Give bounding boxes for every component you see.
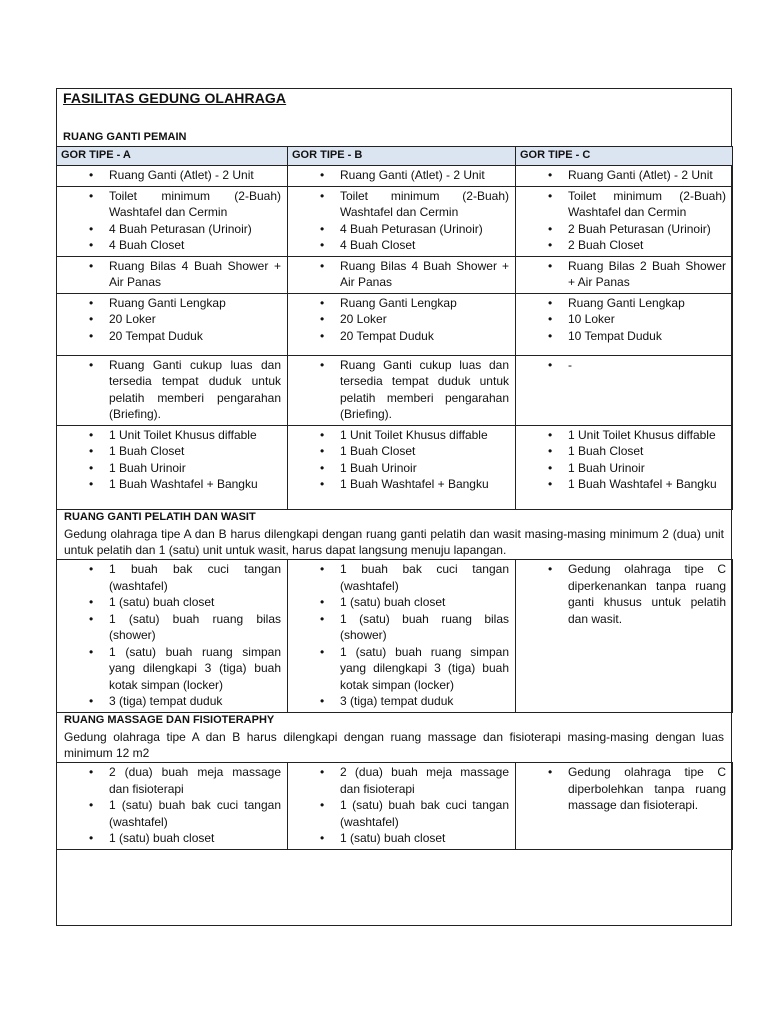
table-cell [516, 186, 733, 256]
table-row [57, 763, 733, 850]
table-cell [516, 293, 733, 355]
bullet-list [61, 188, 281, 254]
table-cell [57, 425, 288, 509]
list-item: • 4 Buah Peturasan (Urinoir) [292, 221, 509, 238]
list-item: • 1 buah bak cuci tangan (washtafel) [61, 561, 281, 594]
list-item: • Ruang Ganti Lengkap [292, 295, 509, 312]
list-item: • 3 (tiga) tempat duduk [292, 693, 509, 710]
list-item: • - [520, 357, 726, 374]
table-row [57, 166, 733, 187]
ruang-ganti-pelatih-table [56, 559, 733, 713]
table-cell [288, 355, 516, 425]
list-item: • 4 Buah Peturasan (Urinoir) [61, 221, 281, 238]
table-cell [288, 256, 516, 293]
table-cell [516, 763, 733, 850]
list-item: • 1 Buah Washtafel + Bangku [61, 476, 281, 493]
list-item: • Gedung olahraga tipe C diperkenankan tanpa ruang ganti khusus untuk pelatih dan wasit. [520, 561, 726, 627]
list-item: • 1 (satu) buah closet [292, 594, 509, 611]
column-header: GOR TIPE - A [57, 147, 288, 166]
bullet-list [292, 561, 509, 710]
section-title-ruang-ganti-pemain: RUANG GANTI PEMAIN [63, 131, 187, 143]
list-item: • 2 Buah Peturasan (Urinoir) [520, 221, 726, 238]
list-item: • 2 (dua) buah meja massage dan fisioterapi [61, 764, 281, 797]
table-cell [516, 256, 733, 293]
table-cell [57, 560, 288, 713]
list-item: • 1 (satu) buah closet [61, 594, 281, 611]
list-item: • Ruang Ganti Lengkap [61, 295, 281, 312]
list-item: • 1 Buah Urinoir [61, 460, 281, 477]
section-band-pelatih-wasit [56, 509, 732, 559]
list-item: • 20 Tempat Duduk [292, 328, 509, 345]
list-item: • 4 Buah Closet [61, 237, 281, 254]
section-description: Gedung olahraga tipe A dan B harus dilengkapi dengan ruang ganti pelatih dan wasit masing-masing minimum 2 (dua) unit untuk pelatih dan 1 (satu) unit untuk wasit, harus dapat langsung menuju lapangan. [64, 526, 724, 557]
bullet-list [61, 167, 281, 184]
table-cell [516, 425, 733, 509]
table-cell [288, 425, 516, 509]
list-item: • 1 Buah Washtafel + Bangku [292, 476, 509, 493]
table-cell [288, 166, 516, 187]
list-item: • 20 Loker [61, 311, 281, 328]
bullet-list [520, 188, 726, 254]
bullet-list [520, 427, 726, 493]
table-cell [57, 256, 288, 293]
list-item: • Ruang Ganti (Atlet) - 2 Unit [292, 167, 509, 184]
bullet-list [520, 295, 726, 345]
table-cell [57, 763, 288, 850]
list-item: • 1 (satu) buah ruang simpan yang dilengkapi 3 (tiga) buah kotak simpan (locker) [292, 644, 509, 694]
table-cell [288, 186, 516, 256]
bullet-list [61, 764, 281, 847]
bullet-list [61, 561, 281, 710]
table-row [57, 560, 733, 713]
list-item: • Ruang Ganti cukup luas dan tersedia tempat duduk untuk pelatih memberi pengarahan (Briefing). [292, 357, 509, 423]
section-description: Gedung olahraga tipe A dan B harus dilengkapi dengan ruang massage dan fisioterapi masing-masing dengan luas minimum 12 m2 [64, 729, 724, 760]
list-item: • 1 Buah Washtafel + Bangku [520, 476, 726, 493]
list-item: • 10 Loker [520, 311, 726, 328]
ruang-ganti-pemain-table [56, 146, 733, 510]
table-cell [288, 763, 516, 850]
bullet-list [292, 764, 509, 847]
table-cell [516, 355, 733, 425]
list-item: • Ruang Bilas 2 Buah Shower + Air Panas [520, 258, 726, 291]
bullet-list [61, 357, 281, 423]
table-cell [516, 560, 733, 713]
bullet-list [520, 561, 726, 627]
section-title-ruang-ganti-pelatih: RUANG GANTI PELATIH DAN WASIT [64, 511, 256, 523]
list-item: • 1 Buah Closet [292, 443, 509, 460]
table-cell [57, 355, 288, 425]
list-item: • 1 Buah Closet [520, 443, 726, 460]
column-header: GOR TIPE - B [288, 147, 516, 166]
document-title: FASILITAS GEDUNG OLAHRAGA [63, 90, 287, 106]
list-item: • 20 Loker [292, 311, 509, 328]
ruang-massage-table [56, 762, 733, 850]
table-header-row [57, 147, 733, 166]
list-item: • Gedung olahraga tipe C diperbolehkan tanpa ruang massage dan fisioterapi. [520, 764, 726, 814]
list-item: • 1 buah bak cuci tangan (washtafel) [292, 561, 509, 594]
list-item: • 1 Unit Toilet Khusus diffable [520, 427, 726, 444]
list-item: • 20 Tempat Duduk [61, 328, 281, 345]
list-item: • 1 (satu) buah ruang bilas (shower) [292, 611, 509, 644]
table-row [57, 425, 733, 509]
list-item: • 1 (satu) buah bak cuci tangan (washtafel) [61, 797, 281, 830]
bullet-list [292, 167, 509, 184]
list-item: • 1 (satu) buah ruang simpan yang dilengkapi 3 (tiga) buah kotak simpan (locker) [61, 644, 281, 694]
bullet-list [292, 357, 509, 423]
table-row [57, 355, 733, 425]
table-cell [57, 186, 288, 256]
list-item: • Toilet minimum (2-Buah) Washtafel dan Cermin [61, 188, 281, 221]
list-item: • Ruang Ganti (Atlet) - 2 Unit [520, 167, 726, 184]
table-row [57, 186, 733, 256]
list-item: • 2 Buah Closet [520, 237, 726, 254]
list-item: • Ruang Bilas 4 Buah Shower + Air Panas [61, 258, 281, 291]
list-item: • 1 (satu) buah closet [61, 830, 281, 847]
table-row [57, 293, 733, 355]
bullet-list [292, 258, 509, 291]
list-item: • 3 (tiga) tempat duduk [61, 693, 281, 710]
list-item: • 1 (satu) buah bak cuci tangan (washtafel) [292, 797, 509, 830]
list-item: • Toilet minimum (2-Buah) Washtafel dan Cermin [292, 188, 509, 221]
list-item: • Ruang Ganti cukup luas dan tersedia tempat duduk untuk pelatih memberi pengarahan (Briefing). [61, 357, 281, 423]
bullet-list [520, 357, 726, 374]
table-row [57, 256, 733, 293]
bullet-list [520, 764, 726, 814]
list-item: • 1 Buah Urinoir [520, 460, 726, 477]
section-title-ruang-massage: RUANG MASSAGE DAN FISIOTERAPHY [64, 714, 275, 726]
column-header: GOR TIPE - C [516, 147, 733, 166]
list-item: • 1 (satu) buah ruang bilas (shower) [61, 611, 281, 644]
list-item: • 1 (satu) buah closet [292, 830, 509, 847]
bullet-list [520, 258, 726, 291]
list-item: • Ruang Ganti Lengkap [520, 295, 726, 312]
list-item: • 1 Buah Urinoir [292, 460, 509, 477]
table-cell [57, 293, 288, 355]
bullet-list [292, 188, 509, 254]
table-cell [288, 293, 516, 355]
bullet-list [292, 295, 509, 345]
list-item: • Toilet minimum (2-Buah) Washtafel dan Cermin [520, 188, 726, 221]
bullet-list [61, 427, 281, 493]
bullet-list [520, 167, 726, 184]
list-item: • Ruang Ganti (Atlet) - 2 Unit [61, 167, 281, 184]
bullet-list [61, 258, 281, 291]
bullet-list [61, 295, 281, 345]
table-cell [288, 560, 516, 713]
list-item: • 1 Buah Closet [61, 443, 281, 460]
section-band-massage [56, 712, 732, 762]
list-item: • Ruang Bilas 4 Buah Shower + Air Panas [292, 258, 509, 291]
list-item: • 4 Buah Closet [292, 237, 509, 254]
list-item: • 1 Unit Toilet Khusus diffable [61, 427, 281, 444]
bullet-list [292, 427, 509, 493]
list-item: • 10 Tempat Duduk [520, 328, 726, 345]
table-cell [516, 166, 733, 187]
list-item: • 2 (dua) buah meja massage dan fisioterapi [292, 764, 509, 797]
list-item: • 1 Unit Toilet Khusus diffable [292, 427, 509, 444]
table-cell [57, 166, 288, 187]
